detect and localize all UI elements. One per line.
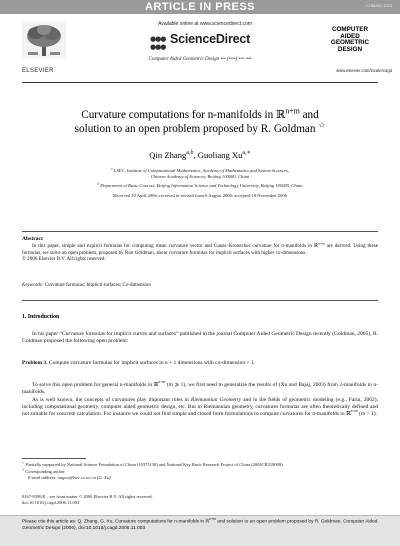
paper-title	[30, 108, 370, 136]
author-name: Guoliang Xu	[197, 150, 243, 160]
section-heading-introduction: 1. Introduction	[22, 314, 60, 320]
body-paragraph	[22, 382, 378, 396]
footnote-mark: ∗	[22, 467, 25, 472]
journal-line: Computer Aided Geometric Design ••• (••••) •••–•••	[148, 57, 252, 62]
affil-a-line-1: LSEC, Institute of Computational Mathematics, Academy of Mathematics and System Sciences,	[113, 168, 289, 173]
journal-url-link[interactable]: www.elsevier.com/locate/cagd	[336, 68, 392, 73]
abstract-superscript: n+m	[318, 241, 325, 246]
footnote-rule	[22, 458, 86, 459]
abstract-text-part: are derived. Using these formulas, we solve an open problem, proposed by Ron Goldman, about curvature formulas for implicit surfaces with higher co-dimensions.	[22, 243, 378, 256]
sciencedirect-dots-icon: ●●● ●●●	[150, 35, 166, 51]
body-text-part: (m > 1).	[357, 411, 377, 418]
doi-link[interactable]: doi:10.1016/j.cagd.2006.11.003	[22, 500, 80, 505]
footnote	[22, 462, 378, 468]
author-affil-mark[interactable]: a,b	[186, 150, 194, 157]
problem-label: Problem 3.	[22, 360, 48, 366]
author-name: Qin Zhang	[149, 150, 187, 160]
footnote-text: Partially supported by National Science Foundation of China (10371130) and National Key Basic Research Project of China (2004CB318000).	[24, 462, 284, 467]
body-superscript: n+m	[158, 380, 166, 385]
affil-b-line: Department of Basic Courses, Beijing Information Science and Technology University, Beijing 100085, China	[100, 183, 303, 188]
body-text-part: and in the fields of geometric modeling (e.g., Farin, 2002), including computational geometry, computer aided geometric design, etc. But in Riemannian geometry, curvatures formulas are often theoretically defined and not suitable for concrete calculation. For instance we could not find simple and closed form formulations to compute curvatures for n-manifolds in ℝ	[22, 397, 379, 418]
sciencedirect-logo[interactable]	[150, 32, 260, 51]
banner-title: ARTICLE IN PRESS	[144, 1, 256, 13]
cover-line: AIDED	[340, 32, 360, 40]
affil-mark: b	[97, 181, 100, 186]
keywords-list: Curvature formulas; Implicit surfaces; Co-dimension	[43, 283, 151, 288]
issn-and-doi	[22, 494, 153, 506]
author-list	[30, 150, 370, 160]
body-emphasis: Riemannian Geometry	[190, 397, 242, 403]
body-text-part: (m ⩾ 1), we first need to generalize the results of (Xu and Bajaj, 2003) from 2-manifolds to n-manifolds.	[22, 382, 378, 396]
body-text-part: To solve this open problem for general n-manifolds in ℝ	[32, 382, 159, 388]
publisher-name: ELSEVIER	[22, 68, 54, 74]
abstract-text	[22, 243, 378, 263]
affil-mark: a	[111, 166, 113, 171]
banner-code: COMAID:1023	[365, 3, 392, 8]
title-footnote-mark[interactable]: ☆	[318, 120, 326, 130]
abstract-copyright: © 2006 Elsevier B.V. All rights reserved.	[22, 256, 106, 263]
abstract-heading: Abstract	[22, 236, 43, 242]
problem-text: Compute curvature formulas for implicit surfaces in n + 1 dimensions with co-dimension > 1.	[47, 360, 256, 366]
header-divider	[22, 82, 378, 83]
keywords	[22, 283, 378, 288]
title-line-2: solution to an open problem proposed by R. Goldman	[74, 123, 316, 135]
issn-line: 0167-8396/$ – see front matter © 2006 Elsevier B.V. All rights reserved.	[22, 494, 153, 499]
body-text-part: As is well known, the concepts of curvatures play important roles in	[32, 397, 191, 403]
body-superscript: n+m	[350, 409, 358, 414]
body-paragraph	[22, 397, 378, 419]
email-footnote[interactable]: E-mail address: xuguo@lsec.cc.ac.cn (G. Xu).	[28, 475, 112, 480]
title-line-1-end: and	[299, 109, 319, 121]
cover-line: GEOMETRIC	[330, 39, 370, 47]
cover-line: COMPUTER	[331, 26, 369, 33]
footnote-mark: ☆	[22, 460, 25, 465]
citation-text-part: Please cite this article as: Q. Zhang, G. Xu, Curvature computations for n-manifolds in ℝ	[22, 519, 210, 525]
problem-statement	[22, 360, 378, 367]
sciencedirect-name: ScienceDirect	[170, 32, 251, 46]
abstract-bottom-divider	[22, 300, 378, 301]
available-online: Available online at www.sciencedirect.com	[158, 21, 252, 27]
abstract-text-part: In this paper, simple and explicit formulas for computing mean curvature vector and Gauss–Kronecker curvature for n-manifolds in ℝ	[32, 243, 319, 249]
footnote	[22, 469, 378, 475]
author-affil-mark[interactable]: a,∗	[242, 150, 251, 157]
title-superscript: n+m	[285, 106, 300, 116]
title-line-1: Curvature computations for n-manifolds in ℝ	[81, 109, 286, 121]
affiliation-b	[30, 183, 370, 189]
citation-text	[22, 519, 382, 532]
elsevier-tree-logo-icon[interactable]	[22, 22, 66, 58]
keywords-label: Keywords:	[22, 283, 44, 288]
affil-a-line-2: Chinese Academy of Sciences, Beijing 100080, China	[150, 174, 250, 179]
citation-text-part: and solution to an open problem proposed by R. Goldman, Computer Aided Geometric Design (2006), doi:10.1016/j.cagd.2006.11.003	[22, 519, 378, 531]
received-dates: Received 10 April 2006; received in revised form 6 August 2006; accepted 10 November 2006	[112, 193, 287, 198]
footnote-text: Corresponding author.	[24, 469, 66, 474]
cover-line: DESIGN	[337, 45, 363, 53]
abstract-top-divider	[22, 231, 378, 232]
journal-cover-title	[314, 27, 386, 53]
author-separator: ,	[193, 150, 198, 160]
body-paragraph: In his paper “Curvature formulas for implicit curves and surfaces” published in the journal Computer Aided Geometric Design recently (Goldman, 2005), R. Goldman proposed the following open problem:	[22, 331, 378, 345]
citation-superscript: n+m	[209, 517, 216, 521]
affiliation-a	[30, 168, 370, 180]
